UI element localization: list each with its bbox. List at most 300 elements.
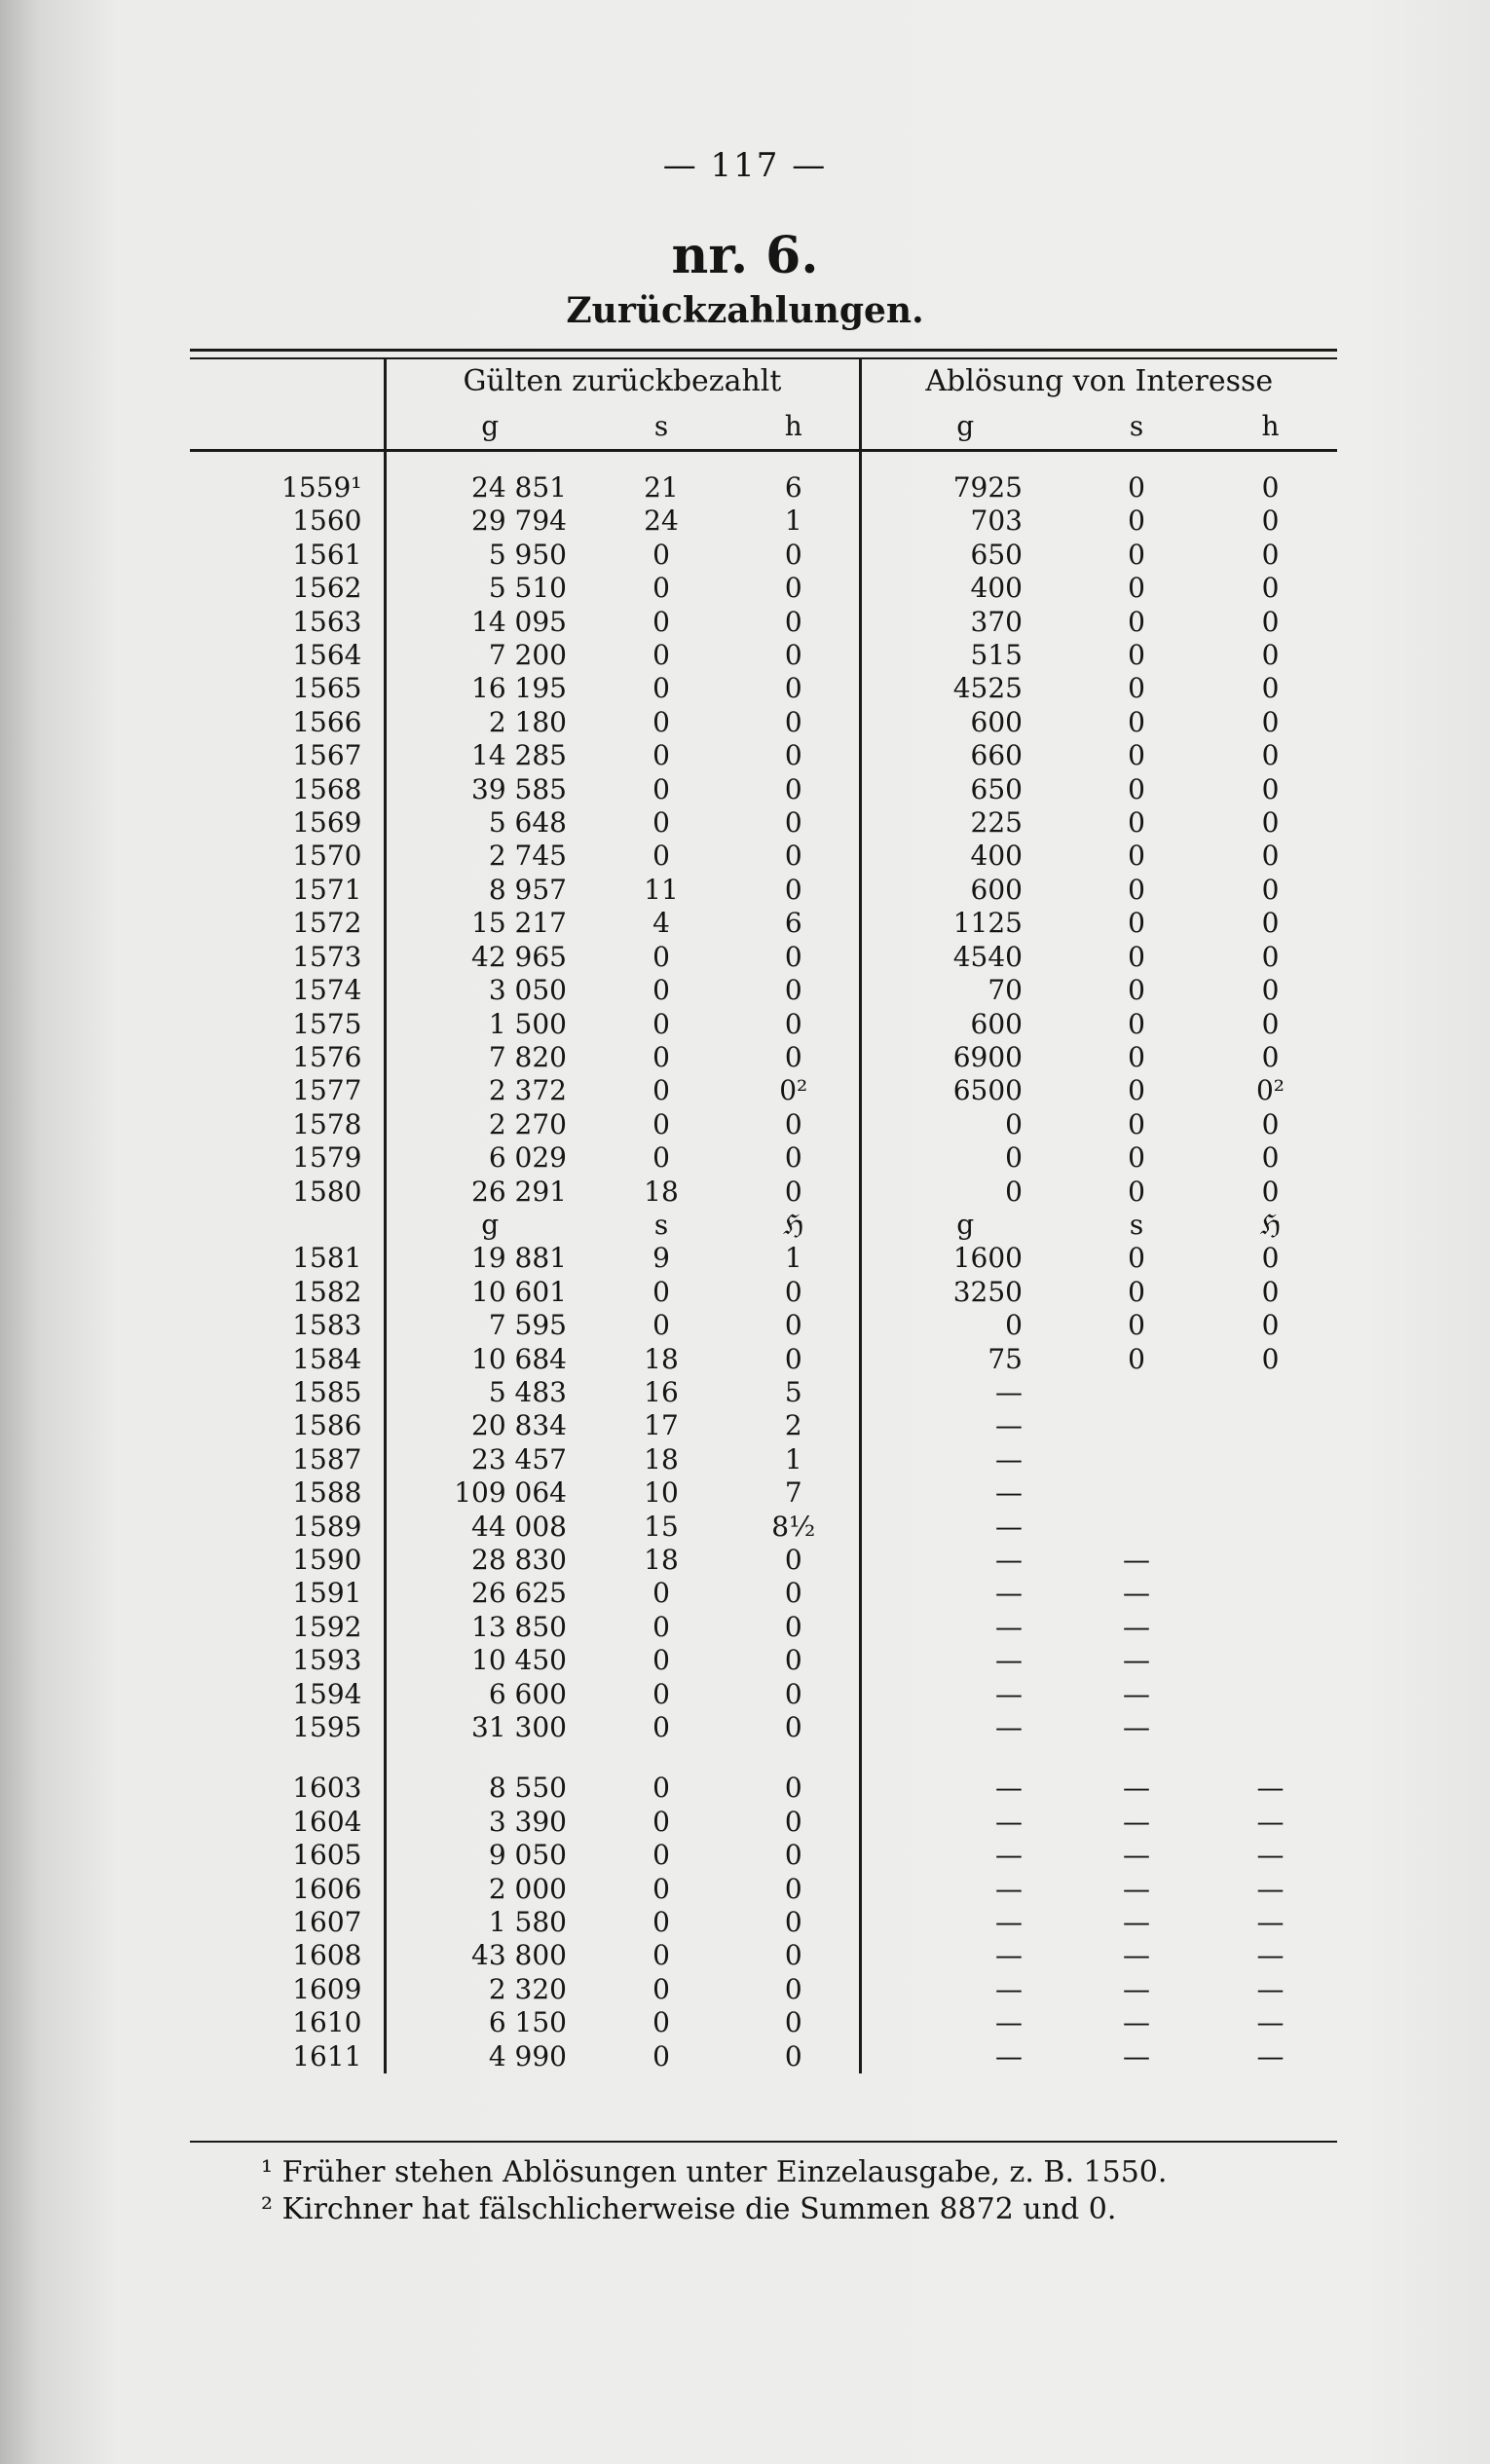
guelten-h-cell: 0 [784,672,802,705]
year-cell: 1570 [292,840,362,873]
abloesung-h-cell: 0 [1261,1007,1280,1040]
table-row [190,572,1337,605]
guelten-h-cell: 0² [779,1074,808,1107]
guelten-g-cell: 39 585 [385,773,594,806]
abloesung-h-cell: — [1256,1972,1285,2005]
year-cell: 1594 [292,1677,362,1710]
guelten-s-cell: 0 [652,1610,670,1643]
guelten-g-cell: 8 957 [385,874,594,907]
abloesung-s-cell: 0 [1128,806,1145,840]
guelten-g-cell: 26 625 [385,1577,594,1610]
abloesung-g-cell: — [860,1711,1069,1744]
abloesung-g-cell: — [860,1939,1069,1972]
guelten-s-cell: 16 [644,1375,679,1408]
abloesung-h-cell [1204,1443,1337,1476]
abloesung-s-cell: — [1123,1972,1150,2005]
year-cell: 1582 [292,1275,362,1308]
year-cell: 1573 [292,940,362,973]
year-cell: 1603 [292,1772,362,1805]
abloesung-s-cell: — [1123,1772,1150,1805]
abloesung-s-cell: — [1123,2039,1150,2072]
table-row [190,1678,1337,1711]
abloesung-s-cell: 0 [1128,1107,1145,1140]
guelten-h-cell: 0 [784,1342,802,1375]
abloesung-s-cell: 0 [1128,1175,1145,1208]
guelten-h-cell: 0 [784,1677,802,1710]
guelten-g-cell: 6 150 [385,2006,594,2039]
abloesung-h-cell: — [1256,1839,1285,1872]
guelten-s-cell: 18 [644,1544,679,1576]
year-cell: 1608 [292,1939,362,1972]
guelten-g-cell: 6 600 [385,1678,594,1711]
guelten-h-cell: 0 [784,1711,802,1744]
guelten-g-cell: 3 390 [385,1806,594,1839]
spacer-row [190,451,1337,472]
guelten-h-cell: 0 [784,1906,802,1939]
table-row [190,606,1337,639]
guelten-s-cell: 0 [652,2039,670,2072]
guelten-g-cell: 24 851 [385,471,594,504]
abloesung-g-cell: 225 [860,806,1069,840]
guelten-g-cell: 1 580 [385,1906,594,1939]
table-row [190,1309,1337,1342]
table-subtitle: Zurückzahlungen. [566,290,924,331]
abloesung-s-cell: 0 [1128,672,1145,705]
subheader-h-2: ℌ [1259,1208,1282,1241]
table-row [190,1141,1337,1175]
abloesung-h-cell: 0 [1261,907,1280,940]
guelten-g-cell: 19 881 [385,1242,594,1275]
guelten-s-cell: 0 [652,605,670,638]
abloesung-h-cell [1204,1376,1337,1409]
table-row [190,1577,1337,1610]
guelten-s-cell: 21 [644,471,679,504]
table-row [190,1611,1337,1644]
abloesung-s-cell: — [1123,1644,1150,1677]
guelten-s-cell: 0 [652,538,670,571]
table-row [190,639,1337,672]
abloesung-h-cell: 0 [1261,1342,1280,1375]
guelten-s-cell: 0 [652,1309,670,1342]
guelten-s-cell: 0 [652,1772,670,1805]
abloesung-g-cell: — [860,1611,1069,1644]
abloesung-s-cell: 0 [1128,840,1145,873]
guelten-h-cell: 1 [784,1442,802,1475]
guelten-h-cell: 0 [784,705,802,738]
abloesung-s-cell: 0 [1128,1309,1145,1342]
year-cell: 1563 [292,605,362,638]
guelten-g-cell: 14 285 [385,739,594,772]
abloesung-h-cell [1204,1511,1337,1544]
abloesung-h-cell: 0 [1261,572,1280,605]
year-cell: 1595 [292,1711,362,1744]
guelten-s-cell: 0 [652,1577,670,1610]
abloesung-h-cell: 0 [1261,1107,1280,1140]
table-row [190,907,1337,940]
guelten-s-cell: 0 [652,1711,670,1744]
abloesung-s-cell: 0 [1128,572,1145,605]
guelten-h-cell: 0 [784,1839,802,1872]
abloesung-s-cell: — [1123,1839,1150,1872]
abloesung-s-cell: 0 [1128,1275,1145,1308]
abloesung-s-cell: — [1123,2006,1150,2039]
year-cell: 1581 [292,1242,362,1275]
year-cell: 1585 [292,1375,362,1408]
abloesung-g-cell: 0 [860,1176,1069,1209]
guelten-g-cell: 2 320 [385,1973,594,2006]
bottom-rule [190,2141,1337,2143]
year-cell: 1583 [292,1309,362,1342]
year-cell: 1605 [292,1839,362,1872]
table-row [190,1276,1337,1309]
abloesung-h-cell: 0 [1261,974,1280,1007]
year-unit-header [190,404,385,451]
abloesung-s-cell: 0 [1128,974,1145,1007]
abloesung-g-cell: 0 [860,1309,1069,1342]
guelten-g-cell: 9 050 [385,1839,594,1872]
guelten-s-cell: 0 [652,2006,670,2039]
guelten-h-cell: 0 [784,538,802,571]
guelten-s-cell: 0 [652,705,670,738]
subheader-g-1: g [385,1209,594,1242]
table-row [190,1644,1337,1677]
guelten-g-cell: 5 510 [385,572,594,605]
abloesung-g-cell: 650 [860,773,1069,806]
year-cell: 1572 [292,907,362,940]
header-s-2: s [1069,404,1204,451]
guelten-s-cell: 0 [652,1007,670,1040]
year-cell: 1606 [292,1872,362,1905]
abloesung-g-cell: — [860,1476,1069,1510]
abloesung-g-cell: 0 [860,1141,1069,1175]
year-cell: 1580 [292,1175,362,1208]
guelten-s-cell: 0 [652,1141,670,1175]
abloesung-s-cell: 0 [1128,739,1145,772]
table-row [190,1973,1337,2006]
guelten-h-cell: 0 [784,1577,802,1610]
guelten-s-cell: 0 [652,1872,670,1905]
guelten-g-cell: 23 457 [385,1443,594,1476]
guelten-h-cell: 0 [784,2039,802,2072]
guelten-g-cell: 7 595 [385,1309,594,1342]
subheader-s-2: s [1129,1208,1144,1241]
abloesung-s-cell: 0 [1128,471,1145,504]
guelten-g-cell: 2 270 [385,1108,594,1141]
year-cell: 1571 [292,873,362,906]
table-row [190,1772,1337,1805]
subheader-g-2: g [860,1209,1069,1242]
guelten-h-cell: 1 [784,504,802,538]
abloesung-h-cell: — [1256,1939,1285,1972]
abloesung-g-cell: — [860,1644,1069,1677]
abloesung-s-cell: — [1123,1939,1150,1972]
table-row [190,1939,1337,1972]
abloesung-g-cell: — [860,1873,1069,1906]
header-row-units [190,404,1337,451]
guelten-s-cell: 0 [652,772,670,805]
abloesung-h-cell: 0 [1261,940,1280,973]
abloesung-g-cell: 7925 [860,471,1069,504]
guelten-g-cell: 42 965 [385,941,594,974]
guelten-g-cell: 7 200 [385,639,594,672]
guelten-g-cell: 15 217 [385,907,594,940]
guelten-s-cell: 0 [652,1644,670,1677]
table-row [190,840,1337,873]
abloesung-g-cell: 1600 [860,1242,1069,1275]
abloesung-g-cell: 70 [860,974,1069,1007]
table-row [190,1409,1337,1442]
abloesung-s-cell [1069,1511,1204,1544]
year-cell: 1592 [292,1610,362,1643]
header-g-1: g [385,404,594,451]
abloesung-s-cell: 0 [1128,1074,1145,1107]
guelten-h-cell: 0 [784,739,802,772]
table-row [190,1242,1337,1275]
guelten-g-cell: 5 950 [385,539,594,572]
guelten-s-cell: 0 [652,940,670,973]
table-row [190,739,1337,772]
guelten-s-cell: 4 [652,907,670,940]
header-abloesung: Ablösung von Interesse [860,359,1337,404]
guelten-h-cell: 0 [784,2006,802,2039]
top-rule [190,349,1337,352]
abloesung-h-cell: 0 [1261,772,1280,805]
table-row [190,1873,1337,1906]
year-cell: 1610 [292,2006,362,2039]
abloesung-s-cell: 0 [1128,705,1145,738]
abloesung-g-cell: — [860,1973,1069,2006]
guelten-h-cell: 0 [784,940,802,973]
guelten-g-cell: 1 500 [385,1008,594,1041]
table-row [190,504,1337,538]
table-row [190,1108,1337,1141]
guelten-s-cell: 24 [644,504,679,538]
guelten-g-cell: 6 029 [385,1141,594,1175]
abloesung-g-cell: — [860,2040,1069,2073]
guelten-h-cell: 0 [784,572,802,605]
guelten-s-cell: 9 [652,1242,670,1275]
guelten-s-cell: 0 [652,840,670,873]
abloesung-s-cell [1069,1476,1204,1510]
abloesung-g-cell: — [860,1376,1069,1409]
guelten-g-cell: 31 300 [385,1711,594,1744]
year-cell: 1588 [292,1476,362,1510]
guelten-g-cell: 26 291 [385,1176,594,1209]
guelten-h-cell: 5 [784,1375,802,1408]
guelten-h-cell: 0 [784,1610,802,1643]
table-row [190,2040,1337,2073]
guelten-h-cell: 0 [784,1644,802,1677]
unit-subheader-row [190,1209,1337,1242]
guelten-g-cell: 13 850 [385,1611,594,1644]
table-row [190,471,1337,504]
abloesung-g-cell: 515 [860,639,1069,672]
abloesung-s-cell: 0 [1128,1242,1145,1275]
abloesung-h-cell [1204,1611,1337,1644]
guelten-g-cell: 10 450 [385,1644,594,1677]
guelten-h-cell: 0 [784,1175,802,1208]
table-row [190,1544,1337,1577]
guelten-g-cell: 2 745 [385,840,594,873]
guelten-g-cell: 29 794 [385,504,594,538]
abloesung-g-cell: 600 [860,874,1069,907]
abloesung-h-cell: — [1256,1772,1285,1805]
guelten-s-cell: 15 [644,1510,679,1543]
abloesung-g-cell: 600 [860,706,1069,739]
abloesung-s-cell: 0 [1128,605,1145,638]
guelten-s-cell: 0 [652,1677,670,1710]
abloesung-h-cell [1204,1476,1337,1510]
abloesung-g-cell: 650 [860,539,1069,572]
guelten-h-cell: 0 [784,873,802,906]
table-row [190,1511,1337,1544]
guelten-g-cell: 43 800 [385,1939,594,1972]
guelten-h-cell: 0 [784,806,802,840]
guelten-h-cell: 0 [784,840,802,873]
year-cell: 1593 [292,1644,362,1677]
guelten-h-cell: 0 [784,1141,802,1175]
table-row [190,806,1337,840]
guelten-h-cell: 0 [784,974,802,1007]
year-cell: 1569 [292,806,362,840]
abloesung-g-cell: — [860,1906,1069,1939]
abloesung-s-cell: 0 [1128,639,1145,672]
abloesung-h-cell: 0 [1261,538,1280,571]
abloesung-h-cell: 0² [1255,1074,1285,1107]
table-row [190,672,1337,705]
abloesung-g-cell: 4540 [860,941,1069,974]
abloesung-h-cell: 0 [1261,1175,1280,1208]
guelten-s-cell: 0 [652,639,670,672]
year-cell: 1591 [292,1577,362,1610]
subheader-year [190,1209,385,1242]
guelten-g-cell: 16 195 [385,672,594,705]
abloesung-h-cell: 0 [1261,1141,1280,1175]
abloesung-s-cell [1069,1376,1204,1409]
year-cell: 1565 [292,672,362,705]
abloesung-h-cell: 0 [1261,806,1280,840]
abloesung-g-cell: — [860,1772,1069,1805]
abloesung-g-cell: — [860,1544,1069,1577]
abloesung-h-cell [1204,1544,1337,1577]
guelten-h-cell: 0 [784,1772,802,1805]
abloesung-s-cell: — [1123,1544,1150,1576]
abloesung-h-cell [1204,1678,1337,1711]
year-header [190,359,385,404]
abloesung-g-cell: 703 [860,504,1069,538]
year-cell: 1578 [292,1107,362,1140]
guelten-g-cell: 2 372 [385,1074,594,1107]
table-row [190,1176,1337,1209]
table-row [190,2006,1337,2039]
guelten-g-cell: 109 064 [385,1476,594,1510]
guelten-s-cell: 11 [644,873,679,906]
abloesung-h-cell: 0 [1261,705,1280,738]
abloesung-h-cell: 0 [1261,873,1280,906]
year-cell: 1584 [292,1342,362,1375]
guelten-s-cell: 0 [652,1107,670,1140]
guelten-h-cell: 6 [784,471,802,504]
guelten-g-cell: 10 684 [385,1343,594,1376]
table-row [190,539,1337,572]
abloesung-s-cell [1069,1409,1204,1442]
guelten-s-cell: 0 [652,1040,670,1073]
header-h-1: h [728,404,860,451]
abloesung-g-cell: — [860,1577,1069,1610]
table-body [190,451,1337,2074]
table-row [190,1008,1337,1041]
abloesung-s-cell: 0 [1128,940,1145,973]
year-cell: 1568 [292,772,362,805]
guelten-s-cell: 17 [644,1409,679,1442]
guelten-g-cell: 4 990 [385,2040,594,2073]
abloesung-s-cell: — [1123,1711,1150,1744]
guelten-s-cell: 0 [652,1805,670,1838]
abloesung-s-cell: — [1123,1906,1150,1939]
abloesung-s-cell: 0 [1128,504,1145,538]
footnotes [261,2154,1167,2228]
table-row [190,1074,1337,1107]
repayments-table [190,359,1337,2073]
table-row [190,941,1337,974]
abloesung-s-cell: 0 [1128,1342,1145,1375]
abloesung-h-cell: 0 [1261,1040,1280,1073]
guelten-g-cell: 20 834 [385,1409,594,1442]
guelten-s-cell: 0 [652,1906,670,1939]
guelten-s-cell: 0 [652,974,670,1007]
table-row [190,1839,1337,1872]
header-h-2: h [1204,404,1337,451]
guelten-g-cell: 2 000 [385,1873,594,1906]
abloesung-h-cell: 0 [1261,1309,1280,1342]
table-row [190,1906,1337,1939]
guelten-g-cell: 28 830 [385,1544,594,1577]
year-cell: 1561 [292,538,362,571]
year-cell: 1567 [292,739,362,772]
year-cell: 1564 [292,639,362,672]
guelten-s-cell: 18 [644,1175,679,1208]
table-row [190,1443,1337,1476]
table-row [190,874,1337,907]
year-cell: 1607 [292,1906,362,1939]
guelten-h-cell: 0 [784,1872,802,1905]
table-row [190,1343,1337,1376]
guelten-h-cell: 0 [784,1275,802,1308]
abloesung-h-cell: — [1256,1805,1285,1838]
abloesung-h-cell [1204,1711,1337,1744]
guelten-h-cell: 2 [784,1409,802,1442]
guelten-s-cell: 0 [652,1939,670,1972]
abloesung-h-cell: 0 [1261,840,1280,873]
abloesung-s-cell [1069,1443,1204,1476]
abloesung-g-cell: — [860,1443,1069,1476]
guelten-h-cell: 0 [784,772,802,805]
abloesung-s-cell: 0 [1128,772,1145,805]
abloesung-g-cell: 6900 [860,1041,1069,1074]
footnote-2: ² Kirchner hat fälschlicherweise die Summen 8872 und 0. [261,2192,1117,2226]
table-row [190,1806,1337,1839]
guelten-s-cell: 0 [652,1839,670,1872]
guelten-h-cell: 0 [784,1007,802,1040]
abloesung-g-cell: 600 [860,1008,1069,1041]
header-row-groups [190,359,1337,404]
guelten-h-cell: 0 [784,1107,802,1140]
guelten-s-cell: 0 [652,1074,670,1107]
guelten-g-cell: 3 050 [385,974,594,1007]
table-row [190,1476,1337,1510]
year-cell: 1604 [292,1805,362,1838]
abloesung-g-cell: 6500 [860,1074,1069,1107]
